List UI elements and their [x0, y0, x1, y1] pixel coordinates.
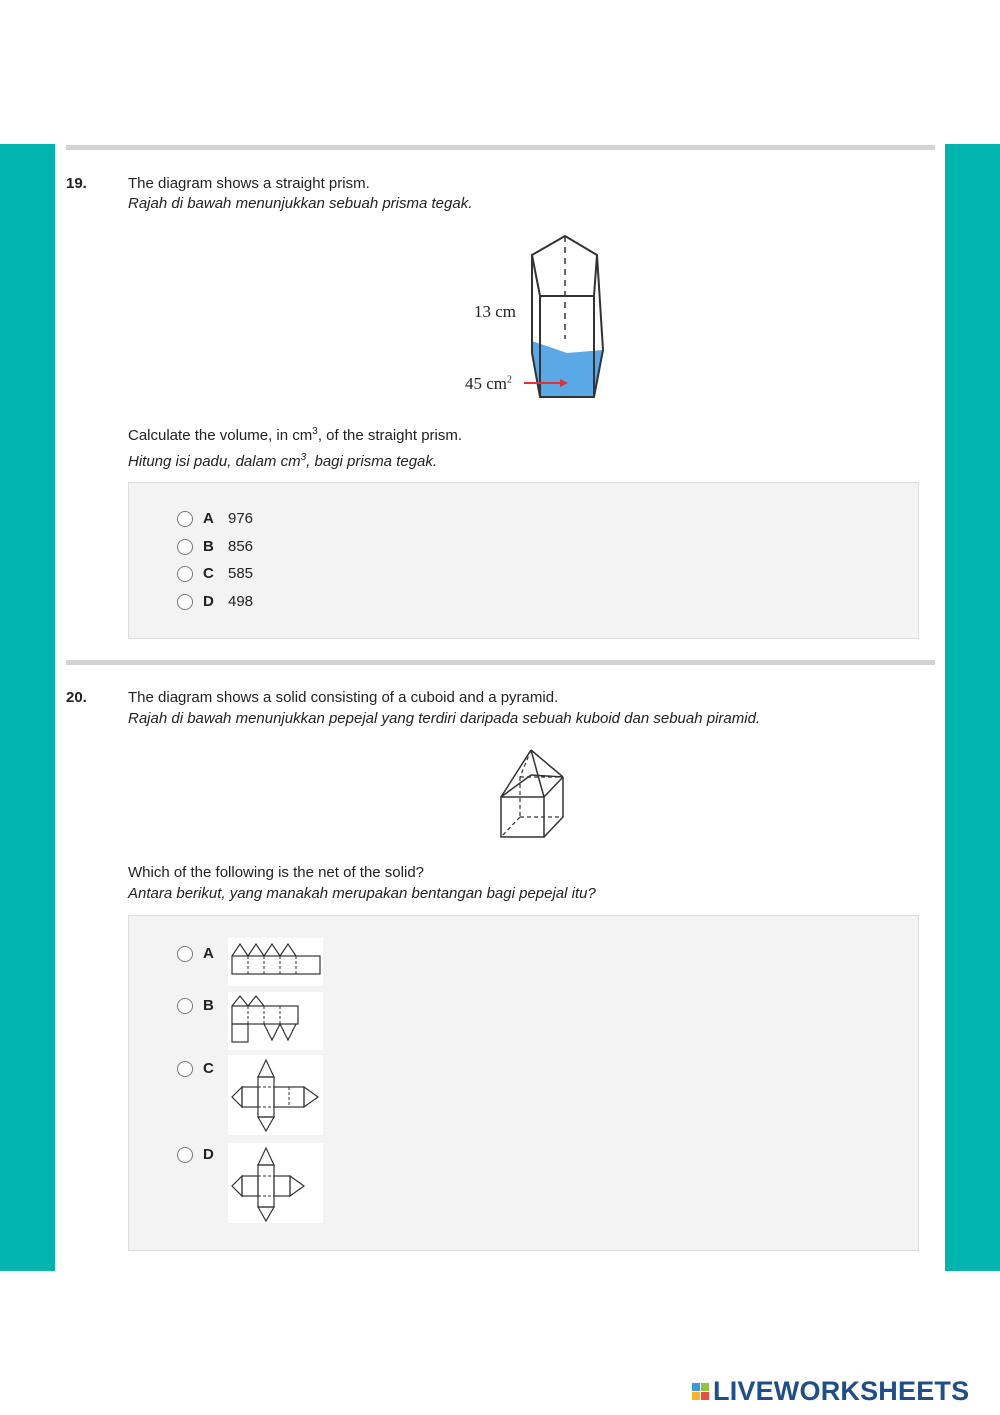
q19-option-a[interactable]	[177, 510, 253, 527]
prism-area-value: 45 cm	[465, 374, 508, 393]
option-letter: A	[203, 945, 214, 962]
net-option-c[interactable]	[228, 1055, 323, 1135]
q20-question-en: Which of the following is the net of the solid?	[128, 864, 425, 881]
radio-button[interactable]	[177, 998, 193, 1014]
prism-base-fill	[532, 341, 603, 397]
option-letter: B	[203, 997, 214, 1014]
logo-cell	[692, 1383, 700, 1391]
q19-question-ms-post: , bagi prisma tegak.	[306, 453, 438, 470]
option-value: 976	[228, 510, 254, 527]
q19-statement-ms: Rajah di bawah menunjukkan sebuah prisma tegak.	[128, 195, 473, 212]
q20-statement-ms: Rajah di bawah menunjukkan pepejal yang terdiri daripada sebuah kuboid dan sebuah piramid.	[128, 710, 761, 727]
option-letter: C	[203, 565, 214, 582]
radio-button[interactable]	[177, 1147, 193, 1163]
q19-question-en-post: , of the straight prism.	[317, 427, 463, 444]
net-option-b[interactable]	[228, 992, 323, 1050]
q19-number: 19.	[66, 175, 87, 192]
q19-statement-en: The diagram shows a straight prism.	[128, 175, 370, 192]
q19-option-b[interactable]	[177, 538, 253, 555]
option-letter: A	[203, 510, 214, 527]
radio-button[interactable]	[177, 594, 193, 610]
q19-question-en-pre: Calculate the volume, in cm	[128, 427, 313, 444]
q19-question-ms-sup: 3	[300, 452, 307, 463]
q20-question-ms: Antara berikut, yang manakah merupakan bentangan bagi pepejal itu?	[128, 885, 596, 902]
q20-option-c[interactable]	[177, 1060, 228, 1077]
radio-button[interactable]	[177, 511, 193, 527]
option-letter: D	[203, 593, 214, 610]
radio-button[interactable]	[177, 539, 193, 555]
radio-button[interactable]	[177, 946, 193, 962]
q20-option-a[interactable]	[177, 945, 228, 962]
solid-diagram	[495, 745, 570, 840]
net-option-d[interactable]	[228, 1143, 323, 1223]
left-teal-bar	[0, 144, 55, 1271]
liveworksheets-brand[interactable]	[692, 1376, 969, 1407]
q20-statement-en: The diagram shows a solid consisting of a cuboid and a pyramid.	[128, 689, 559, 706]
option-value: 498	[228, 593, 254, 610]
option-value: 585	[228, 565, 254, 582]
option-letter: B	[203, 538, 214, 555]
option-letter: C	[203, 1060, 214, 1077]
q19-question-en-sup: 3	[312, 426, 318, 437]
q19-divider	[66, 145, 935, 150]
logo-cell	[701, 1383, 709, 1391]
q19-option-c[interactable]	[177, 565, 253, 582]
q20-option-b[interactable]	[177, 997, 228, 1014]
radio-button[interactable]	[177, 566, 193, 582]
right-teal-bar	[945, 144, 1000, 1271]
prism-area-label	[465, 374, 512, 394]
q19-question-ms-pre: Hitung isi padu, dalam cm	[128, 453, 301, 470]
q20-divider	[66, 660, 935, 665]
q19-options-box	[128, 482, 919, 639]
prism-area-unit-sup: 2	[507, 374, 513, 386]
brand-logo-icon	[692, 1383, 709, 1400]
radio-button[interactable]	[177, 1061, 193, 1077]
q20-option-d[interactable]	[177, 1146, 228, 1163]
option-value: 856	[228, 538, 254, 555]
logo-cell	[692, 1392, 700, 1400]
net-option-a[interactable]	[228, 938, 323, 986]
q19-question-en	[128, 426, 462, 444]
prism-top-face	[532, 236, 597, 296]
option-letter: D	[203, 1146, 214, 1163]
q19-question-ms	[128, 452, 437, 470]
q20-number: 20.	[66, 689, 87, 706]
prism-height-label: 13 cm	[474, 302, 517, 321]
brand-name: LIVEWORKSHEETS	[713, 1376, 970, 1406]
q19-option-d[interactable]	[177, 593, 253, 610]
logo-cell	[701, 1392, 709, 1400]
